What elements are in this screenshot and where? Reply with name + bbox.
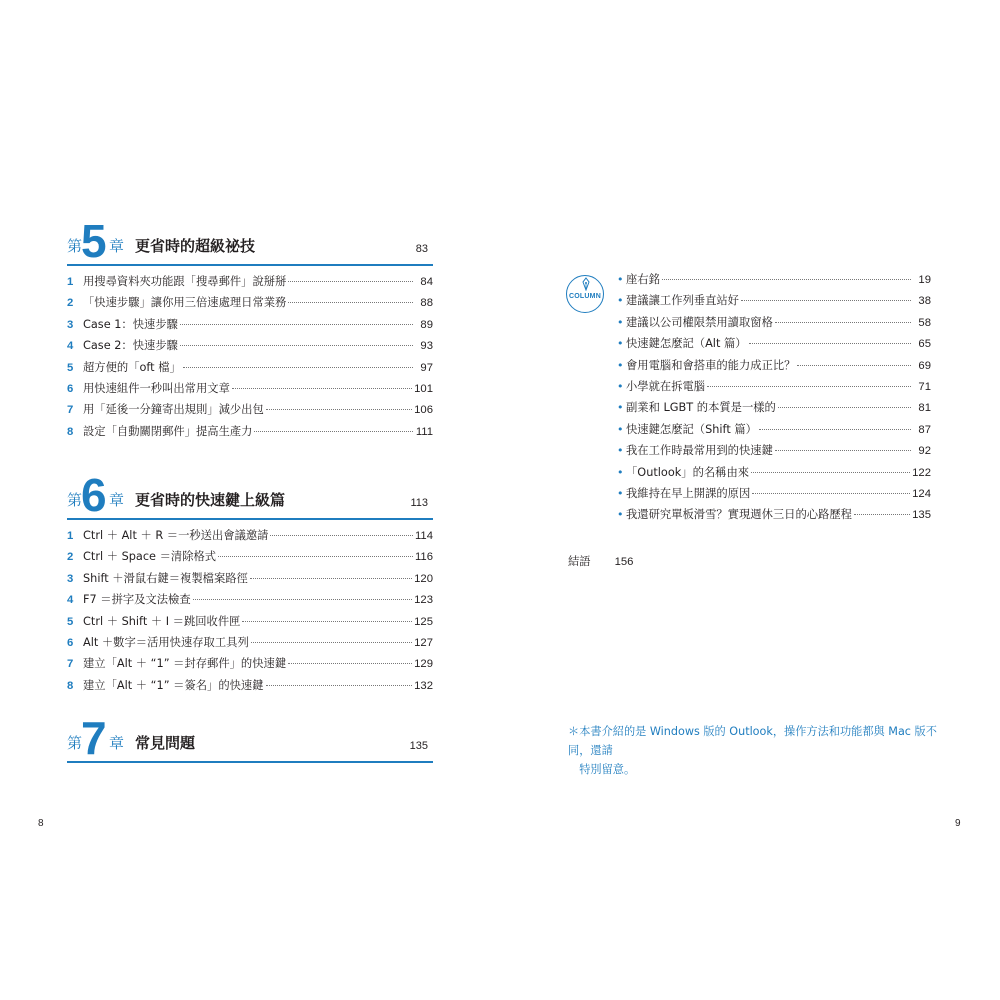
bullet-icon: • xyxy=(617,273,624,286)
toc-entry[interactable] xyxy=(67,316,433,337)
dot-leader xyxy=(254,431,413,432)
bullet-icon: • xyxy=(617,401,624,415)
dot-leader xyxy=(250,578,412,579)
entry-page: 120 xyxy=(414,572,433,585)
dot-leader xyxy=(749,343,911,344)
toc-entry[interactable] xyxy=(67,591,433,612)
toc-entry[interactable] xyxy=(67,359,433,380)
left-page-number: 8 xyxy=(38,818,44,829)
entry-number: 4 xyxy=(67,594,74,607)
entry-page: 127 xyxy=(414,636,433,649)
entry-title: 建議讓工作列垂直站好 xyxy=(626,294,739,308)
entry-page: 106 xyxy=(414,404,433,417)
bullet-icon: • xyxy=(617,444,624,458)
column-entry[interactable] xyxy=(617,485,931,506)
chapter-title[interactable]: 常見問題 xyxy=(135,734,196,752)
chapter-divider xyxy=(67,761,433,763)
chapter-title[interactable]: 更省時的超級祕技 xyxy=(135,237,256,255)
dot-leader xyxy=(288,281,413,282)
entry-page: 81 xyxy=(918,402,931,415)
footnote-line-2: 特別留意。 xyxy=(568,763,636,776)
toc-entry[interactable] xyxy=(67,634,433,655)
chapter-suffix: 章 xyxy=(109,491,125,509)
chapter-heading xyxy=(67,215,433,267)
entry-page: 69 xyxy=(918,359,931,372)
toc-entry[interactable] xyxy=(67,613,433,634)
dot-leader xyxy=(752,493,910,494)
dot-leader xyxy=(778,407,911,408)
chapter-prefix: 第 xyxy=(67,491,83,509)
toc-list xyxy=(67,527,433,698)
entry-page: 125 xyxy=(414,615,433,628)
column-entry[interactable] xyxy=(617,357,931,378)
toc-entry[interactable] xyxy=(67,273,433,294)
chapter-page-number: 83 xyxy=(415,243,428,255)
entry-page: 129 xyxy=(414,658,433,671)
dot-leader xyxy=(707,386,911,387)
chapter-page-number: 113 xyxy=(410,497,428,509)
dot-leader xyxy=(266,685,413,686)
entry-title: 副業和 LGBT 的本質是一樣的 xyxy=(626,401,776,415)
dot-leader xyxy=(775,450,911,451)
entry-title: 會用電腦和會搭車的能力成正比？ xyxy=(626,358,796,372)
entry-title: 快速鍵怎麼記（Shift 篇） xyxy=(626,422,757,436)
dot-leader xyxy=(218,556,413,557)
entry-page: 88 xyxy=(420,297,433,310)
entry-title: 建議以公司權限禁用讀取窗格 xyxy=(626,315,773,329)
closing-title: 結語 xyxy=(568,555,591,568)
footnote-line-1: ＊本書介紹的是 Windows 版的 Outlook，操作方法和功能都與 Mac 版不同，還請 xyxy=(568,725,937,757)
column-entry[interactable] xyxy=(617,421,931,442)
toc-entry[interactable] xyxy=(67,401,433,422)
chapter-page-number: 135 xyxy=(409,740,428,752)
chapter-heading xyxy=(67,712,433,764)
column-badge xyxy=(566,275,604,313)
entry-title: 小學就在拆電腦 xyxy=(626,379,706,393)
dot-leader xyxy=(751,472,910,473)
toc-list xyxy=(67,273,433,444)
entry-title: 用「延後一分鐘寄出規則」減少出包 xyxy=(83,403,264,417)
bullet-icon: • xyxy=(617,315,624,329)
chapter-number: 6 xyxy=(81,469,107,521)
entry-title: F7 ＝拼字及文法檢查 xyxy=(83,593,191,607)
chapter-suffix: 章 xyxy=(109,734,125,752)
closing-entry[interactable] xyxy=(568,553,633,569)
entry-number: 6 xyxy=(67,382,74,395)
column-entry[interactable] xyxy=(617,314,931,335)
entry-title: Case 2：快速步驟 xyxy=(83,339,178,353)
bullet-icon: • xyxy=(617,486,624,500)
entry-title: Ctrl ＋ Alt ＋ R ＝一秒送出會議邀請 xyxy=(83,529,269,542)
footnote xyxy=(568,722,948,779)
entry-title: 設定「自動關閉郵件」提高生產力 xyxy=(83,424,253,438)
toc-entry[interactable] xyxy=(67,548,433,569)
chapter-number: 5 xyxy=(81,215,107,267)
entry-title: Case 1：快速步驟 xyxy=(83,317,178,331)
entry-page: 93 xyxy=(420,340,433,353)
bullet-icon: • xyxy=(617,337,624,351)
entry-number: 7 xyxy=(67,658,74,671)
bullet-icon: • xyxy=(617,422,624,436)
toc-entry[interactable] xyxy=(67,294,433,315)
entry-title: 我維持在早上開課的原因 xyxy=(626,486,751,500)
bullet-icon: • xyxy=(617,508,624,522)
dot-leader xyxy=(775,322,911,323)
entry-page: 65 xyxy=(918,338,931,351)
dot-leader xyxy=(180,345,413,346)
dot-leader xyxy=(759,429,911,430)
chapter-prefix: 第 xyxy=(67,237,83,255)
chapter-title[interactable]: 更省時的快速鍵上級篇 xyxy=(135,491,286,509)
dot-leader xyxy=(180,324,413,325)
entry-title: 「快速步驟」讓你用三倍速處理日常業務 xyxy=(83,296,287,310)
entry-title: Ctrl ＋ Space ＝清除格式 xyxy=(83,550,217,564)
entry-number: 8 xyxy=(67,679,74,692)
entry-page: 89 xyxy=(420,318,433,331)
dot-leader xyxy=(251,642,412,643)
entry-page: 132 xyxy=(414,679,433,692)
entry-page: 84 xyxy=(420,276,433,288)
chapter-6-section xyxy=(67,470,433,698)
toc-entry[interactable] xyxy=(67,570,433,591)
chapter-7-section xyxy=(67,713,433,763)
entry-number: 1 xyxy=(67,530,74,542)
bullet-icon: • xyxy=(617,465,624,479)
entry-number: 3 xyxy=(67,318,74,331)
dot-leader xyxy=(288,302,413,303)
dot-leader xyxy=(270,535,413,536)
bullet-icon: • xyxy=(617,358,624,372)
entry-title: 用快速組件一秒叫出常用文章 xyxy=(83,381,230,395)
entry-page: 38 xyxy=(918,295,931,308)
column-list xyxy=(617,271,931,528)
entry-page: 97 xyxy=(420,361,433,374)
dot-leader xyxy=(193,599,412,600)
entry-page: 111 xyxy=(415,425,433,438)
entry-number: 3 xyxy=(67,572,74,585)
entry-title: 超方便的「oft 檔」 xyxy=(83,360,181,374)
entry-number: 5 xyxy=(67,615,74,628)
chapter-5-section xyxy=(67,216,433,444)
closing-page: 156 xyxy=(614,556,634,568)
entry-number: 4 xyxy=(67,340,74,353)
entry-title: 用搜尋資料夾功能跟「搜尋郵件」說掰掰 xyxy=(83,275,287,288)
entry-page: 87 xyxy=(918,423,931,436)
entry-title: 建立「Alt ＋ “1” ＝封存郵件」的快速鍵 xyxy=(83,657,287,671)
dot-leader xyxy=(266,409,412,410)
toc-entry[interactable] xyxy=(67,380,433,401)
entry-title: Alt ＋數字＝活用快速存取工具列 xyxy=(83,635,249,649)
dot-leader xyxy=(741,300,911,301)
column-entry[interactable] xyxy=(617,442,931,463)
entry-number: 5 xyxy=(67,361,74,374)
dot-leader xyxy=(242,621,412,622)
entry-page: 19 xyxy=(918,274,931,286)
entry-title: 快速鍵怎麼記（Alt 篇） xyxy=(626,337,747,351)
chapter-number: 7 xyxy=(81,712,107,764)
entry-title: 建立「Alt ＋ “1” ＝簽名」的快速鍵 xyxy=(83,678,264,692)
entry-page: 124 xyxy=(912,487,931,500)
toc-entry[interactable] xyxy=(67,527,433,548)
column-entry[interactable] xyxy=(617,271,931,292)
entry-number: 8 xyxy=(67,425,74,438)
entry-page: 71 xyxy=(918,380,931,393)
entry-number: 2 xyxy=(67,551,74,564)
dot-leader xyxy=(183,367,413,368)
column-entry[interactable] xyxy=(617,292,931,313)
entry-page: 58 xyxy=(918,316,931,329)
entry-title: 我還研究單板滑雪？實現週休三日的心路歷程 xyxy=(626,508,852,522)
entry-title: 座右銘 xyxy=(626,273,660,286)
toc-entry[interactable] xyxy=(67,655,433,676)
bullet-icon: • xyxy=(617,379,624,393)
chapter-divider xyxy=(67,518,433,520)
column-badge-label: COLUMN xyxy=(569,293,601,300)
dot-leader xyxy=(854,514,910,515)
entry-page: 135 xyxy=(912,509,931,522)
entry-page: 116 xyxy=(414,551,433,564)
entry-title: 「Outlook」的名稱由來 xyxy=(626,465,750,479)
chapter-prefix: 第 xyxy=(67,734,83,752)
entry-number: 6 xyxy=(67,636,74,649)
toc-entry[interactable] xyxy=(67,423,433,444)
entry-title: 我在工作時最常用到的快速鍵 xyxy=(626,444,773,458)
column-entry[interactable] xyxy=(617,399,931,420)
dot-leader xyxy=(232,388,412,389)
toc-entry[interactable] xyxy=(67,677,433,698)
dot-leader xyxy=(797,365,911,366)
entry-number: 2 xyxy=(67,297,74,310)
chapter-divider xyxy=(67,264,433,266)
entry-title: Shift ＋滑鼠右鍵＝複製檔案路徑 xyxy=(83,571,248,585)
entry-page: 92 xyxy=(918,445,931,458)
entry-number: 7 xyxy=(67,404,74,417)
chapter-heading xyxy=(67,469,433,521)
column-entry[interactable] xyxy=(617,506,931,527)
column-entry[interactable] xyxy=(617,335,931,356)
dot-leader xyxy=(662,279,911,280)
chapter-suffix: 章 xyxy=(109,237,125,255)
entry-number: 1 xyxy=(67,276,74,288)
entry-page: 122 xyxy=(912,466,931,479)
entry-page: 114 xyxy=(414,530,433,542)
entry-title: Ctrl ＋ Shift ＋ I ＝跳回收件匣 xyxy=(83,614,241,628)
entry-page: 123 xyxy=(414,594,433,607)
column-entry[interactable] xyxy=(617,378,931,399)
dot-leader xyxy=(288,663,412,664)
toc-entry[interactable] xyxy=(67,337,433,358)
entry-page: 101 xyxy=(414,382,433,395)
right-page-number: 9 xyxy=(955,818,961,829)
pen-nib-icon xyxy=(579,277,593,291)
bullet-icon: • xyxy=(617,294,624,308)
column-entry[interactable] xyxy=(617,464,931,485)
